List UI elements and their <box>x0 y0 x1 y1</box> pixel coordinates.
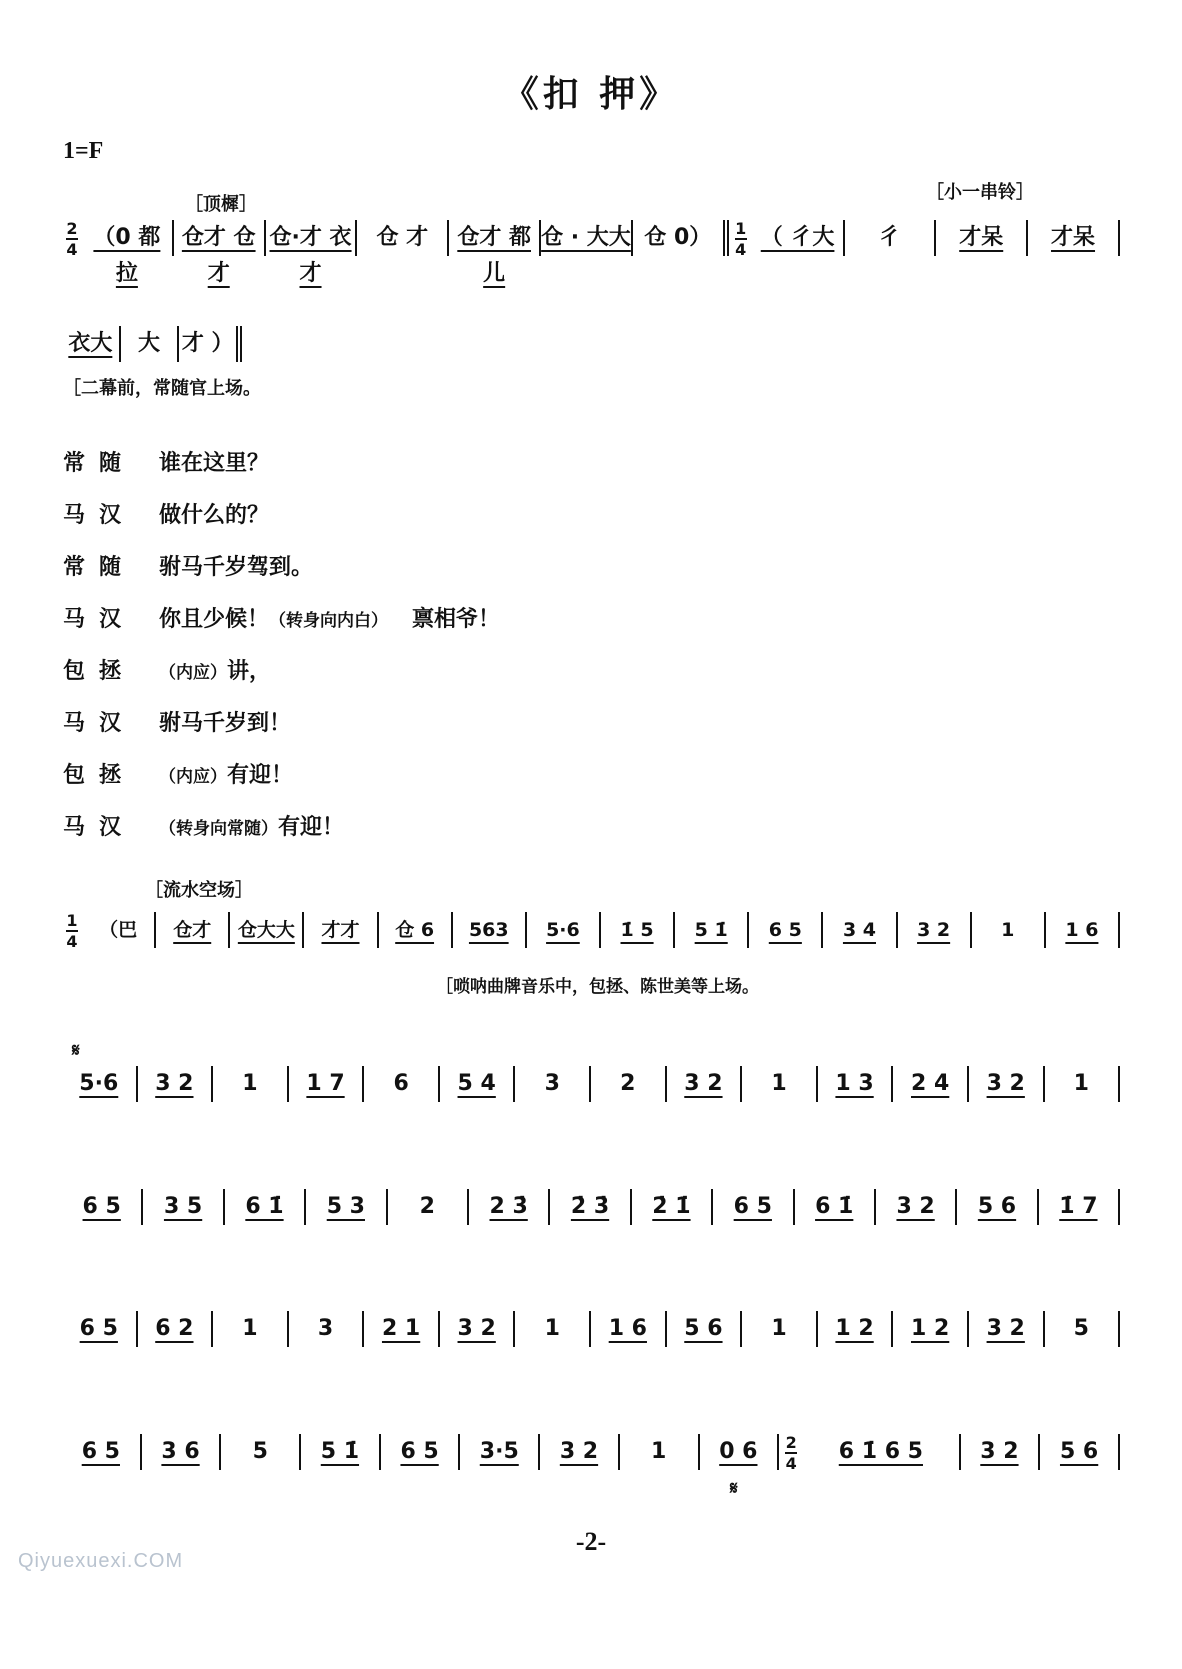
measure: 仓·才 衣才 <box>266 220 358 256</box>
measure: 3·5 <box>460 1434 540 1470</box>
stage-aside: （转身向常随） <box>159 819 278 839</box>
measure: 1 <box>1045 1066 1121 1102</box>
measure: 6 5 <box>62 1311 138 1347</box>
segno-icon: 𝄋 <box>72 1040 80 1061</box>
line-text-after: 有迎！ <box>278 815 345 840</box>
staff-line-1 <box>62 219 1120 286</box>
stage-aside: （转身向内白） <box>269 611 389 631</box>
measure: 5 4 <box>440 1066 516 1102</box>
measure: 3 2 <box>898 912 972 948</box>
measure: 2 <box>591 1066 667 1102</box>
measure: 仓 · 大大 <box>541 220 633 256</box>
measure: 1 6 <box>1046 912 1120 948</box>
dialogue-line <box>63 758 293 789</box>
line-text-after: 讲， <box>227 659 272 684</box>
staff-line-5 <box>62 1189 1120 1225</box>
measure: 仓才 都儿 <box>449 220 541 256</box>
stage-direction: ［唢呐曲牌音乐中，包拯、陈世美等上场。 <box>436 977 759 997</box>
measure: 3 5 <box>143 1189 224 1225</box>
measure: 3 2 <box>969 1311 1045 1347</box>
key-signature: 1=F <box>63 138 104 164</box>
dialogue-line <box>63 550 313 581</box>
segno-icon: 𝄋 <box>730 1478 738 1499</box>
measure: 仓 0） <box>633 220 729 256</box>
line-text: 你且少候！ <box>159 607 270 632</box>
measure: 5 1̇ <box>675 912 749 948</box>
staff-line-3 <box>62 911 1120 951</box>
measure: 1 <box>515 1311 591 1347</box>
measure: 2̇ 1̇ <box>632 1189 713 1225</box>
page-number: -2- <box>575 1527 607 1556</box>
measure: 才才 <box>304 912 378 948</box>
dialogue-line <box>63 654 271 685</box>
measure: （ 彳大 <box>753 220 845 256</box>
page-title: 《扣 押》 <box>502 73 680 115</box>
stage-direction: ［二幕前，常随官上场。 <box>63 378 261 399</box>
staff-line-7 <box>62 1433 1120 1473</box>
measure: 才呆 <box>1028 220 1120 256</box>
measure: 衣大 <box>62 326 121 362</box>
measure: 1̇ 7 <box>1039 1189 1120 1225</box>
stage-aside: （内应） <box>159 663 227 683</box>
measure: 6 <box>364 1066 440 1102</box>
measure: 1 <box>742 1066 818 1102</box>
measure: 6 5 <box>713 1189 794 1225</box>
measure: 1 2 <box>893 1311 969 1347</box>
measure: 6 1̇ 6 5 <box>803 1434 960 1470</box>
measure: 仓 才 <box>357 220 449 256</box>
measure: 3 6 <box>142 1434 222 1470</box>
measure: 2̇ 3̇ <box>550 1189 631 1225</box>
measure: 仓才 仓才 <box>174 220 266 256</box>
measure: 1̇ 5 <box>601 912 675 948</box>
staff-line-2 <box>62 326 242 362</box>
measure: 3 2 <box>138 1066 214 1102</box>
measure: 1 <box>213 1311 289 1347</box>
time-signature: $\frac{1}{4}$ <box>66 911 78 951</box>
measure: 5·6 <box>62 1066 138 1102</box>
measure: 6 5 <box>381 1434 461 1470</box>
dialogue-line <box>63 810 344 841</box>
measure: 3 2 <box>876 1189 957 1225</box>
measure: 6 5 <box>749 912 823 948</box>
role-name: 马汉 <box>63 607 136 632</box>
measure: 3 2 <box>440 1311 516 1347</box>
measure: 5 3 <box>306 1189 387 1225</box>
time-signature: $\frac{2}{4}$ <box>66 219 78 259</box>
watermark: Qiyuexuexi.COM <box>18 1550 184 1572</box>
measure: 6 1̇ <box>225 1189 306 1225</box>
line-text-after: 有迎！ <box>227 763 294 788</box>
measure: 6 2 <box>138 1311 214 1347</box>
measure: 3 <box>515 1066 591 1102</box>
time-signature: $\frac{1}{4}$ <box>735 219 747 259</box>
measure: 1 <box>213 1066 289 1102</box>
measure: 才 ） <box>179 326 242 362</box>
measure: 6 5 <box>62 1434 142 1470</box>
tag-xiaoyichuanling: ［小一串铃］ <box>926 182 1034 203</box>
measure: 5 1̇ <box>301 1434 381 1470</box>
dialogue-line <box>63 706 291 737</box>
measure: 2 1 <box>364 1311 440 1347</box>
measure: 仓大大 <box>230 912 304 948</box>
measure: 仓 6 <box>379 912 453 948</box>
measure: 2 4 <box>893 1066 969 1102</box>
measure: 1 2 <box>818 1311 894 1347</box>
line-text: 驸马千岁到！ <box>159 711 292 736</box>
measure: 2 <box>388 1189 469 1225</box>
measure: 1 6 <box>591 1311 667 1347</box>
measure: 1 <box>620 1434 700 1470</box>
measure: 大 <box>121 326 180 362</box>
measure: 仓才 <box>156 912 230 948</box>
stage-aside: （内应） <box>159 767 227 787</box>
tag-liushui: ［流水空场］ <box>145 880 253 901</box>
measure: 5·6 <box>527 912 601 948</box>
measure: 1 <box>742 1311 818 1347</box>
role-name: 包拯 <box>63 659 136 684</box>
role-name: 包拯 <box>63 763 136 788</box>
line-text: 驸马千岁驾到。 <box>159 555 314 580</box>
measure: （0 都 拉 <box>82 220 174 256</box>
line-text-after: 禀相爷！ <box>412 607 501 632</box>
dialogue-line <box>63 602 500 633</box>
role-name: 马汉 <box>63 815 136 840</box>
measure: 5 6 <box>667 1311 743 1347</box>
measure: 才呆 <box>936 220 1028 256</box>
measure: 3 4 <box>823 912 897 948</box>
line-text: 做什么的？ <box>159 503 270 528</box>
measure: 6 1̇ <box>795 1189 876 1225</box>
role-name: 马汉 <box>63 503 136 528</box>
measure: 2 3̇ <box>469 1189 550 1225</box>
tag-dingban: ［顶樨］ <box>185 194 257 215</box>
time-signature: $\frac{2}{4}$ <box>785 1433 797 1473</box>
measure: 5 6 <box>1040 1434 1120 1470</box>
measure: 6 5 <box>62 1189 143 1225</box>
measure: 563 <box>453 912 527 948</box>
role-name: 常随 <box>63 555 136 580</box>
measure: 1 <box>972 912 1046 948</box>
measure: 5 <box>1045 1311 1121 1347</box>
dialogue-line <box>63 498 269 529</box>
role-name: 马汉 <box>63 711 136 736</box>
role-name: 常随 <box>63 451 136 476</box>
measure: 3 <box>289 1311 365 1347</box>
staff-line-4 <box>62 1066 1120 1102</box>
measure: 0 6 <box>700 1434 780 1470</box>
measure: 3 2 <box>667 1066 743 1102</box>
measure: 5 <box>221 1434 301 1470</box>
measure: 1 3 <box>818 1066 894 1102</box>
measure: 3 2 <box>969 1066 1045 1102</box>
staff-line-6 <box>62 1311 1120 1347</box>
measure: 3 2 <box>540 1434 620 1470</box>
dialogue-line <box>63 446 269 477</box>
measure: （巴 <box>82 912 156 948</box>
measure: 彳 <box>845 220 937 256</box>
measure: 5 6 <box>957 1189 1038 1225</box>
line-text: 谁在这里？ <box>159 451 270 476</box>
measure: 1 7 <box>289 1066 365 1102</box>
measure: 3 2 <box>961 1434 1041 1470</box>
